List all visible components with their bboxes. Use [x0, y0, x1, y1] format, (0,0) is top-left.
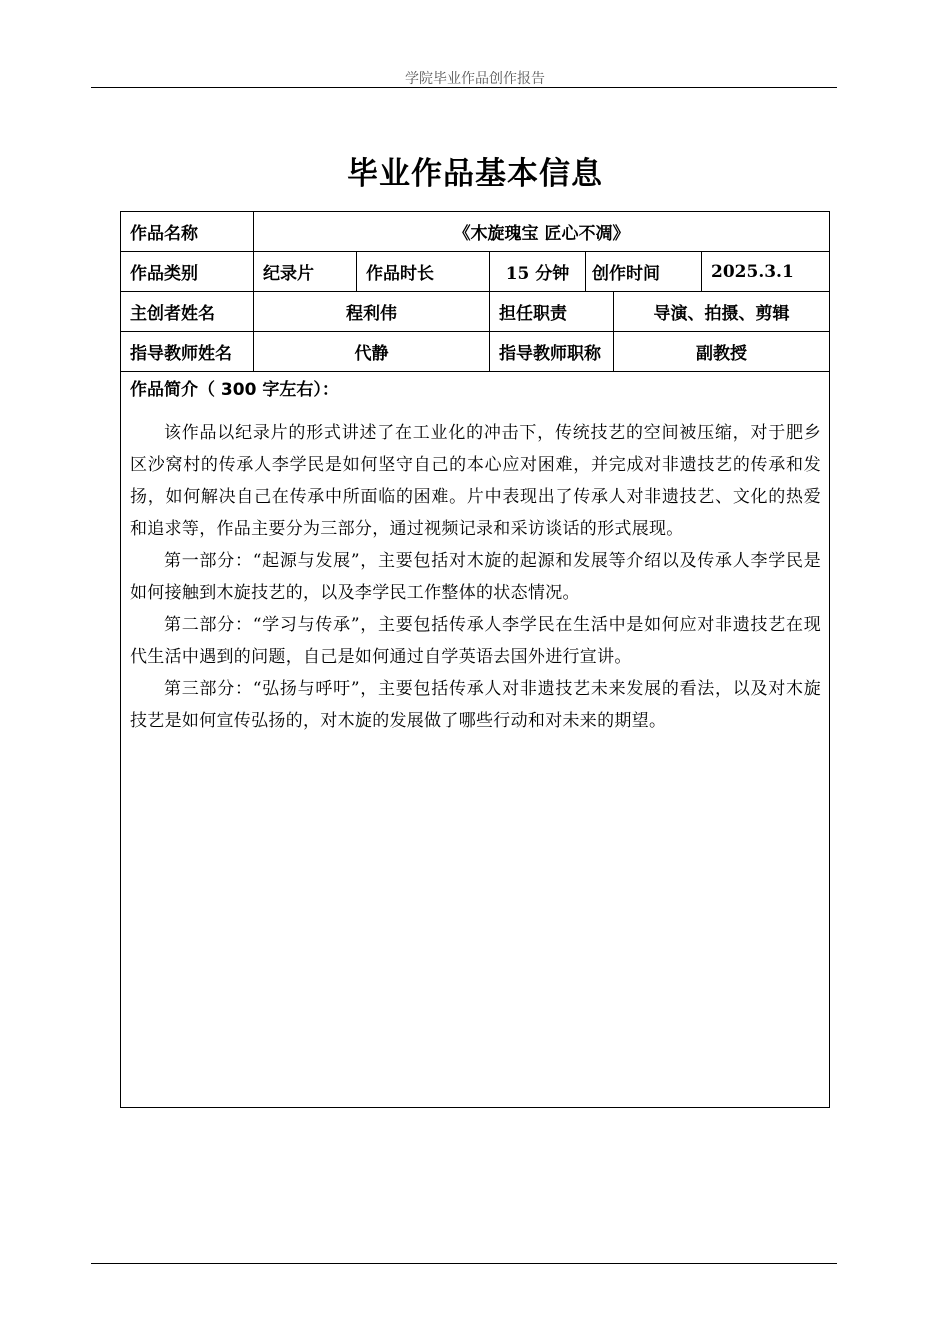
created-value: 2025.3.1	[702, 252, 830, 292]
created-label: 创作时间	[586, 252, 702, 292]
summary-label: 作品简介（ 300 字左右）：	[130, 380, 339, 400]
author-label: 主创者姓名	[121, 292, 254, 332]
duration-value: 15 分钟	[490, 252, 586, 292]
advisor-value: 代静	[254, 332, 490, 372]
category-value: 纪录片	[254, 252, 357, 292]
footer-rule	[91, 1263, 837, 1264]
summary-cell	[121, 372, 830, 1108]
info-table	[120, 211, 830, 1108]
row-summary	[121, 372, 830, 1108]
advisor-label: 指导教师姓名	[121, 332, 254, 372]
summary-paragraph-part3: 第三部分：“弘扬与呼吁”，主要包括传承人对非遗技艺未来发展的看法，以及对木旋技艺是如何宣传弘扬的，对木旋的发展做了哪些行动和对未来的期望。	[130, 679, 822, 731]
page-header-title: 学院毕业作品创作报告	[405, 71, 545, 87]
row-category	[121, 252, 830, 292]
summary-paragraph-part2: 第二部分：“学习与传承”，主要包括传承人李学民在生活中是如何应对非遗技艺在现代生活中遇到的问题，自己是如何通过自学英语去国外进行宣讲。	[130, 615, 822, 667]
work-name-label: 作品名称	[121, 212, 254, 252]
role-label: 担任职责	[490, 292, 614, 332]
row-advisor	[121, 332, 830, 372]
duration-label: 作品时长	[357, 252, 490, 292]
category-label: 作品类别	[121, 252, 254, 292]
row-work-name	[121, 212, 830, 252]
row-author	[121, 292, 830, 332]
header-rule	[91, 87, 837, 88]
author-value: 程利伟	[254, 292, 490, 332]
summary-paragraph-intro: 该作品以纪录片的形式讲述了在工业化的冲击下，传统技艺的空间被压缩，对于肥乡区沙窝村的传承人李学民是如何坚守自己的本心应对困难，并完成对非遗技艺的传承和发扬，如何解决自己在传承中所面临的困难。片中表现出了传承人对非遗技艺、文化的热爱和追求等，作品主要分为三部分，通过视频记录和采访谈话的形式展现。	[130, 423, 822, 539]
role-value: 导演、拍摄、剪辑	[614, 292, 830, 332]
summary-paragraph-part1: 第一部分：“起源与发展”，主要包括对木旋的起源和发展等介绍以及传承人李学民是如何接触到木旋技艺的，以及李学民工作整体的状态情况。	[130, 551, 822, 603]
page-title: 毕业作品基本信息	[347, 156, 603, 192]
advisor-title-value: 副教授	[614, 332, 830, 372]
work-name-value: 《木旋瑰宝 匠心不凋》	[254, 212, 830, 252]
advisor-title-label: 指导教师职称	[490, 332, 614, 372]
